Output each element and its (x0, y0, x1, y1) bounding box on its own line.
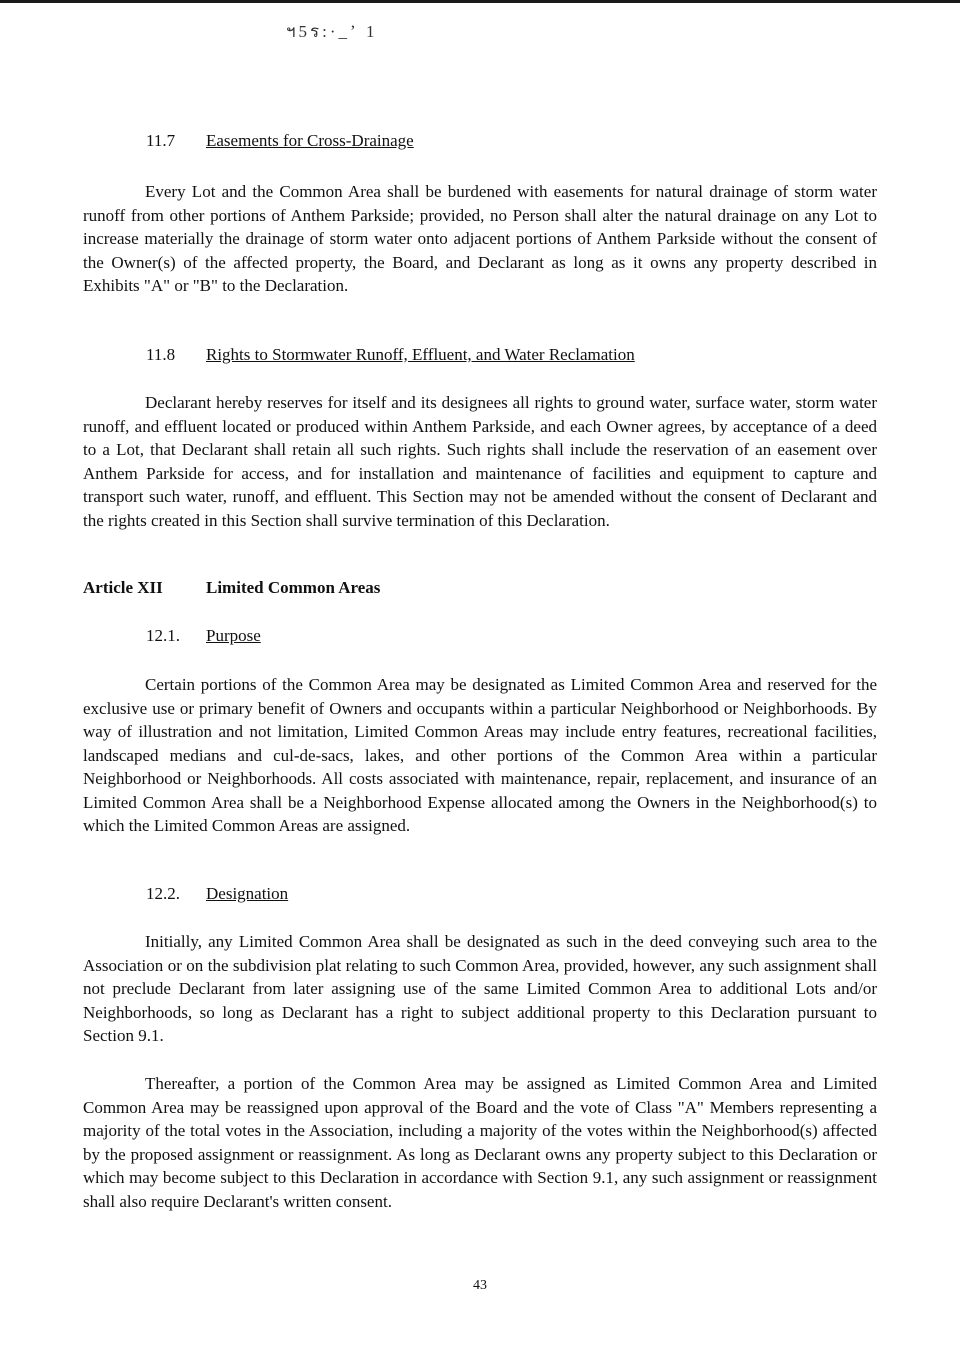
section-title: Rights to Stormwater Runoff, Effluent, and Water Reclamation (206, 345, 635, 364)
section-heading-12-1 (146, 626, 261, 646)
section-11-7-paragraph: Every Lot and the Common Area shall be burdened with easements for natural drainage of storm water runoff from other portions of Anthem Parkside; provided, no Person shall alter the natural drainage on any Lot to increase materially the drainage of storm water onto adjacent portions of Anthem Parkside without the consent of the Owner(s) of the affected property, the Board, and Declarant as long as it owns any property described in Exhibits "A" or "B" to the Declaration. (83, 182, 877, 295)
section-title: Purpose (206, 626, 261, 645)
article-number: Article XII (83, 578, 163, 597)
article-title: Limited Common Areas (206, 578, 381, 597)
section-heading-11-7 (146, 131, 414, 151)
section-number: 12.1. (146, 626, 180, 645)
section-11-8-paragraph: Declarant hereby reserves for itself and its designees all rights to ground water, surface water, storm water runoff, and effluent located or produced within Anthem Parkside, and each Owner agrees, by acceptance of a deed to a Lot, that Declarant shall retain all such rights. Such rights shall include the reservation of an easement over Anthem Parkside for access, and for installation and maintenance of facilities and equipment to capture and transport such water, runoff, and effluent. This Section may not be amended without the consent of Declarant and the rights created in this Section shall survive termination of this Declaration. (83, 393, 877, 530)
section-heading-11-8 (146, 345, 635, 365)
section-number: 11.8 (146, 345, 176, 364)
article-heading (83, 578, 380, 598)
section-heading-12-2 (146, 884, 288, 904)
header-mark: ฯ5ร:·_ʼ 1 (286, 22, 378, 41)
section-12-1-paragraph: Certain portions of the Common Area may be designated as Limited Common Area and reserved for the exclusive use or primary benefit of Owners and occupants within a particular Neighborhood or Neighborhoods. By way of illustration and not limitation, Limited Common Areas may include entry features, recreational facilities, landscaped medians and cul-de-sacs, lakes, and other portions of the Common Area within a particular Neighborhood or Neighborhoods. All costs associated with maintenance, repair, replacement, and insurance of an Limited Common Area shall be a Neighborhood Expense allocated among the Owners in the Neighborhood(s) to which the Limited Common Areas are assigned. (83, 675, 877, 835)
section-title: Easements for Cross-Drainage (206, 131, 414, 150)
section-number: 12.2. (146, 884, 180, 903)
section-title: Designation (206, 884, 289, 903)
top-border-rule (0, 0, 960, 3)
section-12-2-paragraph-2: Thereafter, a portion of the Common Area may be assigned as Limited Common Area and Limited Common Area may be reassigned upon approval of the Board and the vote of Class "A" Members representing a majority of the total votes in the Association, including a majority of the votes within the Neighborhood(s) affected by the proposed assignment or reassignment. As long as Declarant owns any property subject to this Declaration or which may become subject to this Declaration in accordance with Section 9.1, any such assignment or reassignment shall also require Declarant's written consent. (83, 1074, 877, 1211)
section-12-2-paragraph-1: Initially, any Limited Common Area shall be designated as such in the deed conveying such area to the Association or on the subdivision plat relating to such Common Area, provided, however, any such assignment shall not preclude Declarant from later assigning use of the same Limited Common Area to additional Lots and/or Neighborhoods, so long as Declarant has a right to subject additional property to this Declaration pursuant to Section 9.1. (83, 932, 877, 1045)
page-number: 43 (473, 1278, 487, 1293)
section-number: 11.7 (146, 131, 176, 150)
